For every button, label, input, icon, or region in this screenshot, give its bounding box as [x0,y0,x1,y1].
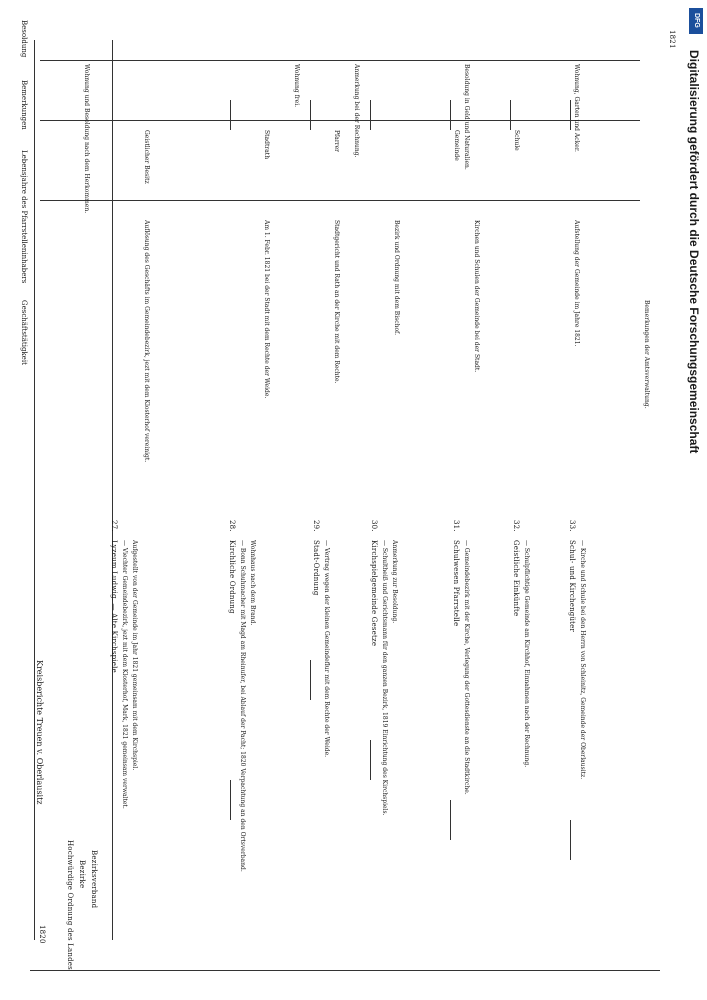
left-label-3: Bezirksverband [90,850,98,909]
entry-notes: Aufgestellt von der Gemeinde im Jahr 1821 gemeinsam mit dem Kirchspiel. [131,540,138,771]
entry-body: — Bonn Schuhmacher mit Magd am Rheinufer, bei Ablauf der Pacht; 1820 Verpachtung an den Ortsverband. [239,540,246,872]
center-block: Aufstellung der Gemeinde im Jahre 1821. [573,220,580,347]
entry-title: Schulwesen Pfarrstelle [452,540,460,627]
entry-num: 30. [370,520,378,532]
entry-notes: Anmerkung zur Besoldung. [391,540,398,624]
besoldung-block: Anmerkung bei der Rechnung. [353,64,360,158]
center-block: Stadtgericht und Rath an der Kirche mit dem Rechte. [333,220,340,384]
page-number-left: 1820 [38,925,46,944]
rule-col-c [40,60,640,61]
col-geistliche: Lebensjahre des Pfarrstelleninhabers [20,150,28,284]
entry-num: 31. [452,520,460,532]
digitization-banner [687,10,703,980]
divider-left [112,40,113,940]
center-title: Geschäftstätigkeit [20,300,28,365]
right-block: Pfarrer [333,130,340,152]
bottom-rule [30,970,660,971]
separator [310,660,311,700]
besoldung-block: Wohnung, Garten und Acker. [573,64,580,152]
separator [370,100,371,130]
right-block: Geistlicher Besitz [143,130,150,184]
separator [230,780,231,820]
col-besoldung: Besoldung [20,20,28,58]
entry-body: — Schultheiß und Gerichtsmann für den ganzen Bezirk, 1819 Einrichtung des Kirchspiels. [381,540,388,816]
entry-num: 27. [110,520,118,532]
besoldung-block: Wohnung frei. [293,64,300,108]
left-title: Kreisberichte Treuen v. Oberlausitz [35,660,44,805]
entry-num: 32. [512,520,520,532]
page-number-right: 1821 [668,30,676,49]
entry-num: 33. [568,520,576,532]
separator [570,100,571,130]
divider-outer [34,40,35,940]
entry-body: — Vertrag wegen der kleinen Gemeindeflur mit dem Rechte der Weide. [323,540,330,758]
entry-body: — Kirche und Schule bei den Herrn von Schleinitz, Gemeinde der Oberlausitz. [579,540,586,780]
entry-title: Geistliche Einkünfte [512,540,520,617]
separator [510,100,511,130]
rule-col-a [40,200,640,201]
right-block: Stadtrath [263,130,270,160]
rule-col-b [40,120,640,121]
entry-body: — Schulpflichtige Gemeinde am Kirchhof, Einnahmen nach der Rechnung. [523,540,530,768]
center-block: Kirchen und Schulen der Gemeinde bei der Stadt. [473,220,480,373]
right-block: Gemeinde [453,130,460,161]
center-block: Auflösung des Geschäfts im Gemeindebezirk, jezt mit dem Klosterhof vereinigt. [143,220,150,463]
separator [450,100,451,130]
banner-text: Digitalisierung gefördert durch die Deutsche Forschungsgemeinschaft [687,50,701,454]
entry-title: Schul- und Kirchengüter [568,540,576,633]
entry-notes: Wohnhaus nach dem Brand. [249,540,256,626]
entry-title: Kirchspielgemeinde Gesetze [370,540,378,647]
entry-body: — Viechter Gemeindebezirk, jezt mit dem Klosterhof, Mark, 1821 gemeinsam verwaltet. [121,540,128,809]
left-label-1: Hochwürdige Ordnung des Landes [66,840,74,970]
separator [230,100,231,130]
left-label-2: Bezirke [78,860,86,889]
separator [310,100,311,130]
col-bemerkungen: Bemerkungen [20,80,28,130]
entry-num: 28. [228,520,236,532]
dfg-logo: DFG [689,8,703,34]
center-block: Am 1. Febr. 1821 bei der Stadt mit dem Rechte der Weide. [263,220,270,399]
separator [570,820,571,860]
entry-num: 29. [312,520,320,532]
besoldung-block: Besoldung in Geld und Naturalien. [463,64,470,170]
entry-title: Stadt-Ordnung [312,540,320,596]
right-block: Schule [513,130,520,151]
separator [370,740,371,780]
center-block: Bezirk und Ordnung mit dem Bischof. [393,220,400,335]
entry-title: Kirchliche Ordnung [228,540,236,614]
entry-title: Lyzeum Ludwig. — Alte Kirchspiele [110,540,118,673]
besoldung-block: Wohnung und Besoldung nach dem Herkommen. [83,64,90,214]
footer-note: Bemerkungen der Amtsverwaltung. [643,300,650,409]
entry-body: — Gemeindebezirk mit der Kirche, Verlegung der Gottesdienste an die Stadtkirche. [463,540,470,795]
separator [450,800,451,840]
